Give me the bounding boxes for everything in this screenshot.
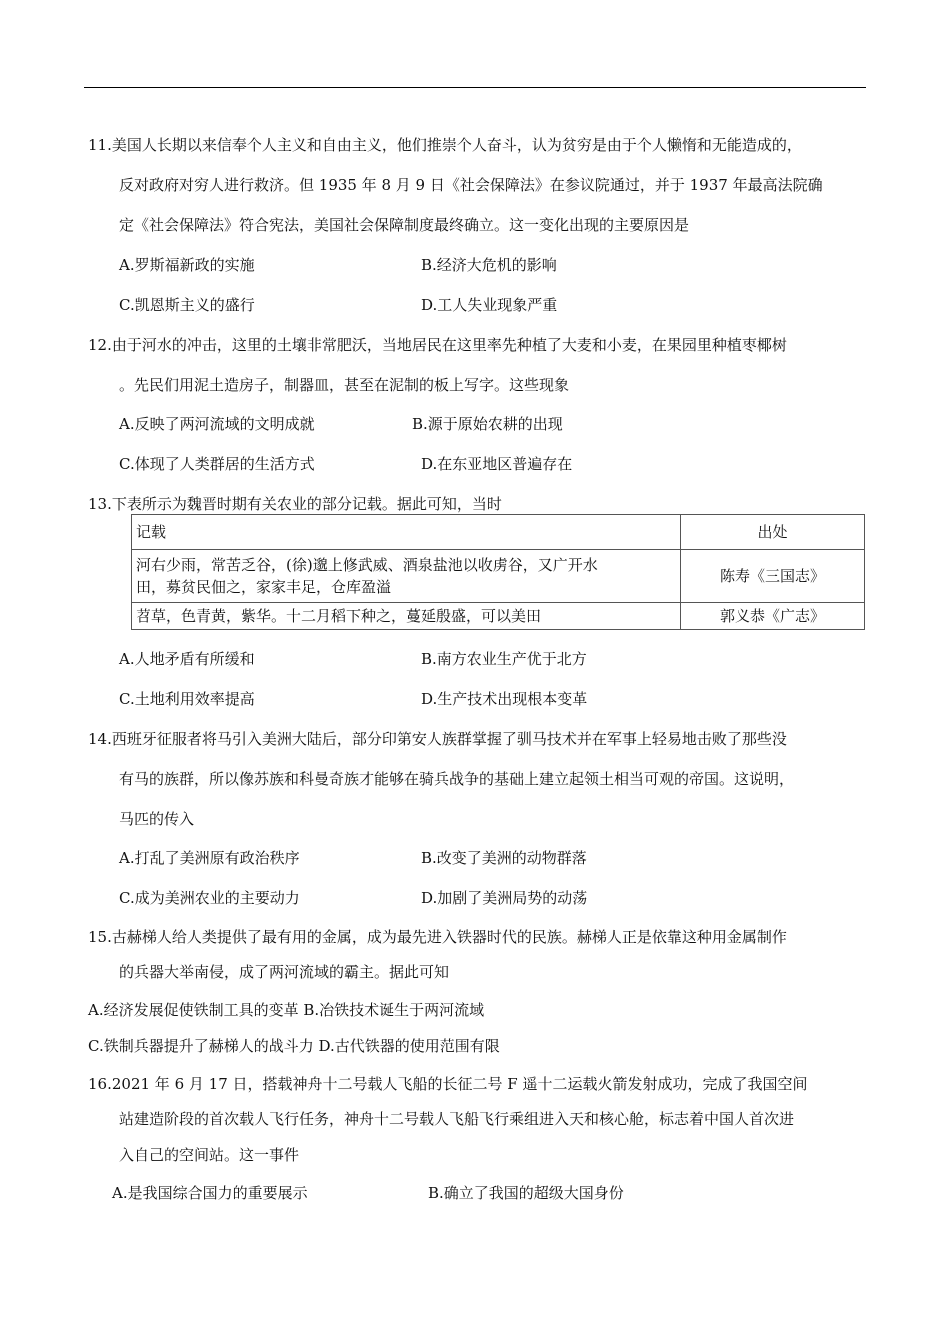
q11-stem-line-2: 反对政府对穷人进行救济。但 1935 年 8 月 9 日《社会保障法》在参议院通过，并于 1937 年最高法院确 (119, 176, 823, 194)
row-1-source: 陈寿《三国志》 (681, 550, 865, 603)
q11-option-c[interactable]: C.凯恩斯主义的盛行 (119, 296, 255, 314)
q13-option-d[interactable]: D.生产技术出现根本变革 (421, 690, 588, 708)
table-row (132, 550, 865, 603)
q13-option-c[interactable]: C.土地利用效率提高 (119, 690, 255, 708)
q14-stem-line-1: 14.西班牙征服者将马引入美洲大陆后，部分印第安人族群掌握了驯马技术并在军事上轻易地击败了那些没 (88, 730, 787, 748)
q12-stem-line-1: 12.由于河水的冲击，这里的土壤非常肥沃，当地居民在这里率先种植了大麦和小麦，在果园里种植枣椰树 (88, 336, 787, 354)
row-2-record-line-1: 苕草，色青黄，紫华。十二月稻下种之，蔓延殷盛，可以美田 (136, 607, 542, 625)
q14-option-b[interactable]: B.改变了美洲的动物群落 (421, 849, 587, 867)
table-header-row (132, 515, 865, 550)
q14-stem-line-2: 有马的族群，所以像苏族和科曼奇族才能够在骑兵战争的基础上建立起领土相当可观的帝国。这说明， (119, 770, 795, 788)
q12-option-b[interactable]: B.源于原始农耕的出现 (412, 415, 563, 433)
q13-option-b[interactable]: B.南方农业生产优于北方 (421, 650, 587, 668)
q14-stem-line-3: 马匹的传入 (119, 810, 195, 828)
q14-option-a[interactable]: A.打乱了美洲原有政治秩序 (119, 849, 300, 867)
q15-options-cd[interactable]: C.铁制兵器提升了赫梯人的战斗力 D.古代铁器的使用范围有限 (88, 1037, 500, 1055)
q13-record-table (131, 514, 865, 630)
q12-option-a[interactable]: A.反映了两河流域的文明成就 (119, 415, 315, 433)
header-source: 出处 (681, 515, 865, 550)
row-1-record-line-2: 田，募贫民佃之，家家丰足，仓库盈溢 (136, 578, 392, 596)
table-row (132, 603, 865, 630)
q16-stem-line-3: 入自己的空间站。这一事件 (119, 1146, 300, 1164)
row-1-record-line-1: 河右少雨，常苦乏谷，(徐)邈上修武威、酒泉盐池以收虏谷，又广开水 (136, 556, 598, 574)
row-1-record (132, 550, 681, 603)
row-2-record (132, 603, 681, 630)
q11-option-b[interactable]: B.经济大危机的影响 (421, 256, 557, 274)
q14-option-c[interactable]: C.成为美洲农业的主要动力 (119, 889, 300, 907)
q12-option-d[interactable]: D.在东亚地区普遍存在 (421, 455, 573, 473)
q11-stem-line-1: 11.美国人长期以来信奉个人主义和自由主义，他们推崇个人奋斗，认为贫穷是由于个人懒惰和无能造成的， (88, 136, 802, 154)
q11-option-a[interactable]: A.罗斯福新政的实施 (119, 256, 255, 274)
q15-stem-line-2: 的兵器大举南侵，成了两河流域的霸主。据此可知 (119, 963, 450, 981)
header-record: 记载 (132, 515, 681, 550)
q15-stem-line-1: 15.古赫梯人给人类提供了最有用的金属，成为最先进入铁器时代的民族。赫梯人正是依靠这种用金属制作 (88, 928, 787, 946)
q16-option-b[interactable]: B.确立了我国的超级大国身份 (428, 1184, 624, 1202)
q14-option-d[interactable]: D.加剧了美洲局势的动荡 (421, 889, 588, 907)
q11-option-d[interactable]: D.工人失业现象严重 (421, 296, 558, 314)
row-2-source: 郭义恭《广志》 (681, 603, 865, 630)
q16-option-a[interactable]: A.是我国综合国力的重要展示 (112, 1184, 308, 1202)
q13-stem-line-1: 13.下表所示为魏晋时期有关农业的部分记载。据此可知，当时 (88, 495, 502, 513)
q16-stem-line-2: 站建造阶段的首次载人飞行任务，神舟十二号载人飞船飞行乘组进入天和核心舱，标志着中国人首次进 (119, 1110, 795, 1128)
header-rule (84, 87, 866, 88)
q12-option-c[interactable]: C.体现了人类群居的生活方式 (119, 455, 315, 473)
q13-option-a[interactable]: A.人地矛盾有所缓和 (119, 650, 255, 668)
q11-stem-line-3: 定《社会保障法》符合宪法，美国社会保障制度最终确立。这一变化出现的主要原因是 (119, 216, 690, 234)
q12-stem-line-2: 。先民们用泥土造房子，制器皿，甚至在泥制的板上写字。这些现象 (119, 376, 570, 394)
q16-stem-line-1: 16.2021 年 6 月 17 日，搭载神舟十二号载人飞船的长征二号 F 遥十二运载火箭发射成功，完成了我国空间 (88, 1075, 808, 1093)
q15-options-ab[interactable]: A.经济发展促使铁制工具的变革 B.冶铁技术诞生于两河流域 (88, 1001, 485, 1019)
